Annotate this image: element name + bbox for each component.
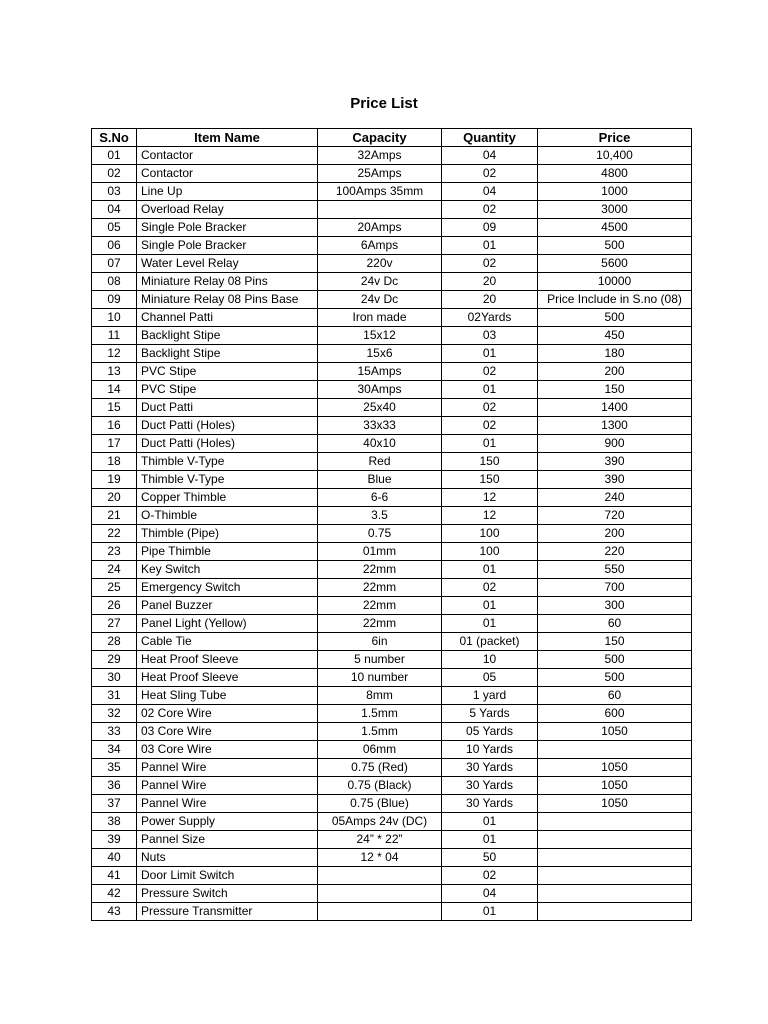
table-row bbox=[92, 777, 692, 795]
table-row bbox=[92, 255, 692, 273]
cell-capacity: 22mm bbox=[318, 597, 442, 615]
cell-capacity: 0.75 (Red) bbox=[318, 759, 442, 777]
cell-quantity: 01 bbox=[442, 831, 538, 849]
cell-sno: 15 bbox=[92, 399, 137, 417]
cell-sno: 18 bbox=[92, 453, 137, 471]
cell-sno: 42 bbox=[92, 885, 137, 903]
cell-capacity: 06mm bbox=[318, 741, 442, 759]
cell-item-name: Backlight Stipe bbox=[137, 327, 318, 345]
cell-capacity: 24v Dc bbox=[318, 291, 442, 309]
cell-price: 300 bbox=[538, 597, 692, 615]
cell-price: 180 bbox=[538, 345, 692, 363]
cell-sno: 12 bbox=[92, 345, 137, 363]
cell-item-name: Miniature Relay 08 Pins bbox=[137, 273, 318, 291]
cell-price: 5600 bbox=[538, 255, 692, 273]
cell-item-name: PVC Stipe bbox=[137, 363, 318, 381]
cell-price bbox=[538, 849, 692, 867]
table-body bbox=[92, 147, 692, 921]
cell-quantity: 01 bbox=[442, 597, 538, 615]
cell-quantity: 01 bbox=[442, 381, 538, 399]
cell-sno: 09 bbox=[92, 291, 137, 309]
cell-item-name: Pressure Transmitter bbox=[137, 903, 318, 921]
cell-price: 10,400 bbox=[538, 147, 692, 165]
cell-item-name: 02 Core Wire bbox=[137, 705, 318, 723]
cell-item-name: Pannel Wire bbox=[137, 759, 318, 777]
table-row bbox=[92, 741, 692, 759]
cell-capacity: 01mm bbox=[318, 543, 442, 561]
cell-sno: 17 bbox=[92, 435, 137, 453]
cell-item-name: Line Up bbox=[137, 183, 318, 201]
header-item-name: Item Name bbox=[137, 129, 318, 147]
cell-capacity: 6in bbox=[318, 633, 442, 651]
cell-sno: 39 bbox=[92, 831, 137, 849]
cell-capacity: 22mm bbox=[318, 615, 442, 633]
cell-sno: 01 bbox=[92, 147, 137, 165]
cell-quantity: 150 bbox=[442, 471, 538, 489]
cell-price: 60 bbox=[538, 687, 692, 705]
cell-quantity: 1 yard bbox=[442, 687, 538, 705]
cell-item-name: Heat Proof Sleeve bbox=[137, 669, 318, 687]
cell-capacity: 100Amps 35mm bbox=[318, 183, 442, 201]
cell-sno: 37 bbox=[92, 795, 137, 813]
cell-price bbox=[538, 885, 692, 903]
cell-capacity: 05Amps 24v (DC) bbox=[318, 813, 442, 831]
cell-item-name: Heat Proof Sleeve bbox=[137, 651, 318, 669]
cell-quantity: 02 bbox=[442, 867, 538, 885]
table-row bbox=[92, 201, 692, 219]
cell-quantity: 150 bbox=[442, 453, 538, 471]
cell-item-name: Thimble (Pipe) bbox=[137, 525, 318, 543]
cell-capacity: 24” * 22” bbox=[318, 831, 442, 849]
table-row bbox=[92, 849, 692, 867]
cell-quantity: 5 Yards bbox=[442, 705, 538, 723]
cell-item-name: Single Pole Bracker bbox=[137, 237, 318, 255]
table-row bbox=[92, 831, 692, 849]
cell-quantity: 01 bbox=[442, 615, 538, 633]
cell-capacity: 15x12 bbox=[318, 327, 442, 345]
cell-quantity: 30 Yards bbox=[442, 795, 538, 813]
cell-sno: 31 bbox=[92, 687, 137, 705]
cell-price: 1050 bbox=[538, 777, 692, 795]
table-row bbox=[92, 327, 692, 345]
cell-price: 220 bbox=[538, 543, 692, 561]
table-row bbox=[92, 687, 692, 705]
cell-sno: 34 bbox=[92, 741, 137, 759]
cell-quantity: 01 bbox=[442, 561, 538, 579]
cell-quantity: 01 (packet) bbox=[442, 633, 538, 651]
cell-capacity bbox=[318, 885, 442, 903]
cell-price bbox=[538, 903, 692, 921]
cell-capacity: 1.5mm bbox=[318, 705, 442, 723]
cell-item-name: Contactor bbox=[137, 165, 318, 183]
header-row bbox=[92, 129, 692, 147]
cell-capacity: 15x6 bbox=[318, 345, 442, 363]
table-row bbox=[92, 705, 692, 723]
cell-capacity: 20Amps bbox=[318, 219, 442, 237]
cell-quantity: 20 bbox=[442, 273, 538, 291]
cell-item-name: 03 Core Wire bbox=[137, 741, 318, 759]
cell-capacity: 30Amps bbox=[318, 381, 442, 399]
table-row bbox=[92, 273, 692, 291]
cell-item-name: Emergency Switch bbox=[137, 579, 318, 597]
cell-capacity: 0.75 bbox=[318, 525, 442, 543]
table-row bbox=[92, 723, 692, 741]
cell-sno: 13 bbox=[92, 363, 137, 381]
cell-item-name: Nuts bbox=[137, 849, 318, 867]
cell-item-name: Duct Patti (Holes) bbox=[137, 417, 318, 435]
cell-price: 500 bbox=[538, 651, 692, 669]
cell-quantity: 01 bbox=[442, 345, 538, 363]
cell-item-name: Pannel Wire bbox=[137, 777, 318, 795]
cell-sno: 20 bbox=[92, 489, 137, 507]
cell-sno: 11 bbox=[92, 327, 137, 345]
cell-sno: 27 bbox=[92, 615, 137, 633]
cell-sno: 08 bbox=[92, 273, 137, 291]
cell-price: 1300 bbox=[538, 417, 692, 435]
cell-quantity: 01 bbox=[442, 813, 538, 831]
cell-quantity: 10 bbox=[442, 651, 538, 669]
table-row bbox=[92, 399, 692, 417]
table-row bbox=[92, 165, 692, 183]
cell-price bbox=[538, 867, 692, 885]
cell-price bbox=[538, 813, 692, 831]
table-row bbox=[92, 759, 692, 777]
cell-item-name: Single Pole Bracker bbox=[137, 219, 318, 237]
cell-capacity: 6Amps bbox=[318, 237, 442, 255]
cell-item-name: Cable Tie bbox=[137, 633, 318, 651]
table-row bbox=[92, 885, 692, 903]
cell-quantity: 02 bbox=[442, 255, 538, 273]
cell-quantity: 02 bbox=[442, 165, 538, 183]
cell-item-name: Door Limit Switch bbox=[137, 867, 318, 885]
cell-price: 1400 bbox=[538, 399, 692, 417]
cell-quantity: 01 bbox=[442, 435, 538, 453]
table-row bbox=[92, 147, 692, 165]
cell-item-name: PVC Stipe bbox=[137, 381, 318, 399]
cell-quantity: 100 bbox=[442, 543, 538, 561]
cell-price: 200 bbox=[538, 525, 692, 543]
cell-quantity: 30 Yards bbox=[442, 777, 538, 795]
cell-sno: 29 bbox=[92, 651, 137, 669]
cell-price: 500 bbox=[538, 237, 692, 255]
cell-capacity: 33x33 bbox=[318, 417, 442, 435]
cell-capacity: 5 number bbox=[318, 651, 442, 669]
cell-item-name: Heat Sling Tube bbox=[137, 687, 318, 705]
table-row bbox=[92, 435, 692, 453]
cell-item-name: Water Level Relay bbox=[137, 255, 318, 273]
cell-quantity: 02 bbox=[442, 201, 538, 219]
cell-sno: 38 bbox=[92, 813, 137, 831]
table-row bbox=[92, 291, 692, 309]
table-row bbox=[92, 219, 692, 237]
header-price: Price bbox=[538, 129, 692, 147]
cell-price: 450 bbox=[538, 327, 692, 345]
table-row bbox=[92, 903, 692, 921]
table-row bbox=[92, 363, 692, 381]
cell-quantity: 100 bbox=[442, 525, 538, 543]
table-row bbox=[92, 795, 692, 813]
header-capacity: Capacity bbox=[318, 129, 442, 147]
cell-capacity: 22mm bbox=[318, 561, 442, 579]
cell-capacity: 24v Dc bbox=[318, 273, 442, 291]
cell-capacity: Iron made bbox=[318, 309, 442, 327]
cell-price: 200 bbox=[538, 363, 692, 381]
cell-sno: 10 bbox=[92, 309, 137, 327]
cell-price: 60 bbox=[538, 615, 692, 633]
cell-capacity bbox=[318, 201, 442, 219]
cell-price: 500 bbox=[538, 309, 692, 327]
table-row bbox=[92, 813, 692, 831]
cell-sno: 05 bbox=[92, 219, 137, 237]
cell-price: 4800 bbox=[538, 165, 692, 183]
table-row bbox=[92, 669, 692, 687]
cell-capacity: 1.5mm bbox=[318, 723, 442, 741]
cell-price: 1000 bbox=[538, 183, 692, 201]
cell-price: 150 bbox=[538, 633, 692, 651]
cell-price: 3000 bbox=[538, 201, 692, 219]
cell-sno: 43 bbox=[92, 903, 137, 921]
cell-quantity: 02 bbox=[442, 417, 538, 435]
cell-item-name: Pannel Size bbox=[137, 831, 318, 849]
cell-capacity: Red bbox=[318, 453, 442, 471]
cell-price: 500 bbox=[538, 669, 692, 687]
cell-price: 1050 bbox=[538, 759, 692, 777]
cell-price: 4500 bbox=[538, 219, 692, 237]
cell-quantity: 02 bbox=[442, 579, 538, 597]
table-row bbox=[92, 633, 692, 651]
cell-sno: 32 bbox=[92, 705, 137, 723]
cell-capacity: 15Amps bbox=[318, 363, 442, 381]
cell-item-name: Panel Light (Yellow) bbox=[137, 615, 318, 633]
cell-item-name: Duct Patti (Holes) bbox=[137, 435, 318, 453]
cell-capacity: 3.5 bbox=[318, 507, 442, 525]
cell-price bbox=[538, 741, 692, 759]
table-row bbox=[92, 615, 692, 633]
cell-capacity: Blue bbox=[318, 471, 442, 489]
table-row bbox=[92, 867, 692, 885]
cell-quantity: 01 bbox=[442, 903, 538, 921]
cell-capacity: 25x40 bbox=[318, 399, 442, 417]
cell-price: 150 bbox=[538, 381, 692, 399]
cell-sno: 22 bbox=[92, 525, 137, 543]
cell-price bbox=[538, 831, 692, 849]
cell-quantity: 01 bbox=[442, 237, 538, 255]
cell-sno: 03 bbox=[92, 183, 137, 201]
cell-price: 10000 bbox=[538, 273, 692, 291]
cell-item-name: Pipe Thimble bbox=[137, 543, 318, 561]
cell-item-name: Thimble V-Type bbox=[137, 453, 318, 471]
cell-sno: 26 bbox=[92, 597, 137, 615]
table-row bbox=[92, 507, 692, 525]
cell-sno: 14 bbox=[92, 381, 137, 399]
cell-quantity: 09 bbox=[442, 219, 538, 237]
cell-price: 900 bbox=[538, 435, 692, 453]
cell-price: Price Include in S.no (08) bbox=[538, 291, 692, 309]
cell-price: 1050 bbox=[538, 723, 692, 741]
cell-sno: 24 bbox=[92, 561, 137, 579]
cell-quantity: 05 bbox=[442, 669, 538, 687]
cell-item-name: Thimble V-Type bbox=[137, 471, 318, 489]
cell-price: 390 bbox=[538, 453, 692, 471]
cell-sno: 02 bbox=[92, 165, 137, 183]
table-row bbox=[92, 471, 692, 489]
cell-sno: 07 bbox=[92, 255, 137, 273]
cell-item-name: Power Supply bbox=[137, 813, 318, 831]
table-row bbox=[92, 525, 692, 543]
table-row bbox=[92, 345, 692, 363]
table-row bbox=[92, 651, 692, 669]
table-row bbox=[92, 309, 692, 327]
table-row bbox=[92, 237, 692, 255]
cell-price: 240 bbox=[538, 489, 692, 507]
cell-sno: 25 bbox=[92, 579, 137, 597]
cell-price: 700 bbox=[538, 579, 692, 597]
cell-item-name: Backlight Stipe bbox=[137, 345, 318, 363]
cell-item-name: Contactor bbox=[137, 147, 318, 165]
cell-item-name: Copper Thimble bbox=[137, 489, 318, 507]
cell-quantity: 50 bbox=[442, 849, 538, 867]
header-sno: S.No bbox=[92, 129, 137, 147]
cell-item-name: 03 Core Wire bbox=[137, 723, 318, 741]
cell-sno: 19 bbox=[92, 471, 137, 489]
cell-price: 390 bbox=[538, 471, 692, 489]
cell-quantity: 04 bbox=[442, 147, 538, 165]
table-row bbox=[92, 579, 692, 597]
cell-item-name: Miniature Relay 08 Pins Base bbox=[137, 291, 318, 309]
cell-sno: 21 bbox=[92, 507, 137, 525]
cell-capacity: 22mm bbox=[318, 579, 442, 597]
cell-item-name: O-Thimble bbox=[137, 507, 318, 525]
table-row bbox=[92, 561, 692, 579]
cell-quantity: 05 Yards bbox=[442, 723, 538, 741]
cell-sno: 04 bbox=[92, 201, 137, 219]
cell-capacity: 0.75 (Black) bbox=[318, 777, 442, 795]
cell-quantity: 10 Yards bbox=[442, 741, 538, 759]
cell-capacity: 220v bbox=[318, 255, 442, 273]
cell-sno: 30 bbox=[92, 669, 137, 687]
cell-sno: 16 bbox=[92, 417, 137, 435]
cell-item-name: Panel Buzzer bbox=[137, 597, 318, 615]
cell-item-name: Pannel Wire bbox=[137, 795, 318, 813]
cell-capacity: 0.75 (Blue) bbox=[318, 795, 442, 813]
cell-capacity: 32Amps bbox=[318, 147, 442, 165]
cell-quantity: 02 bbox=[442, 363, 538, 381]
cell-sno: 41 bbox=[92, 867, 137, 885]
cell-quantity: 04 bbox=[442, 183, 538, 201]
table-row bbox=[92, 183, 692, 201]
cell-item-name: Pressure Switch bbox=[137, 885, 318, 903]
cell-sno: 28 bbox=[92, 633, 137, 651]
cell-sno: 35 bbox=[92, 759, 137, 777]
cell-sno: 06 bbox=[92, 237, 137, 255]
cell-quantity: 30 Yards bbox=[442, 759, 538, 777]
page-title: Price List bbox=[350, 95, 418, 112]
cell-item-name: Key Switch bbox=[137, 561, 318, 579]
cell-price: 720 bbox=[538, 507, 692, 525]
cell-sno: 33 bbox=[92, 723, 137, 741]
cell-quantity: 02Yards bbox=[442, 309, 538, 327]
cell-capacity: 12 * 04 bbox=[318, 849, 442, 867]
cell-capacity: 10 number bbox=[318, 669, 442, 687]
table-row bbox=[92, 597, 692, 615]
price-table bbox=[91, 128, 692, 921]
cell-sno: 23 bbox=[92, 543, 137, 561]
cell-capacity bbox=[318, 867, 442, 885]
cell-capacity: 6-6 bbox=[318, 489, 442, 507]
cell-item-name: Overload Relay bbox=[137, 201, 318, 219]
cell-item-name: Channel Patti bbox=[137, 309, 318, 327]
cell-quantity: 12 bbox=[442, 507, 538, 525]
cell-capacity: 25Amps bbox=[318, 165, 442, 183]
table-row bbox=[92, 543, 692, 561]
cell-sno: 40 bbox=[92, 849, 137, 867]
cell-quantity: 02 bbox=[442, 399, 538, 417]
table-row bbox=[92, 381, 692, 399]
cell-price: 550 bbox=[538, 561, 692, 579]
header-quantity: Quantity bbox=[442, 129, 538, 147]
cell-sno: 36 bbox=[92, 777, 137, 795]
cell-capacity bbox=[318, 903, 442, 921]
table-row bbox=[92, 489, 692, 507]
cell-capacity: 40x10 bbox=[318, 435, 442, 453]
cell-quantity: 20 bbox=[442, 291, 538, 309]
cell-price: 1050 bbox=[538, 795, 692, 813]
cell-quantity: 04 bbox=[442, 885, 538, 903]
cell-quantity: 03 bbox=[442, 327, 538, 345]
table-row bbox=[92, 453, 692, 471]
cell-item-name: Duct Patti bbox=[137, 399, 318, 417]
cell-price: 600 bbox=[538, 705, 692, 723]
cell-quantity: 12 bbox=[442, 489, 538, 507]
table-row bbox=[92, 417, 692, 435]
cell-capacity: 8mm bbox=[318, 687, 442, 705]
